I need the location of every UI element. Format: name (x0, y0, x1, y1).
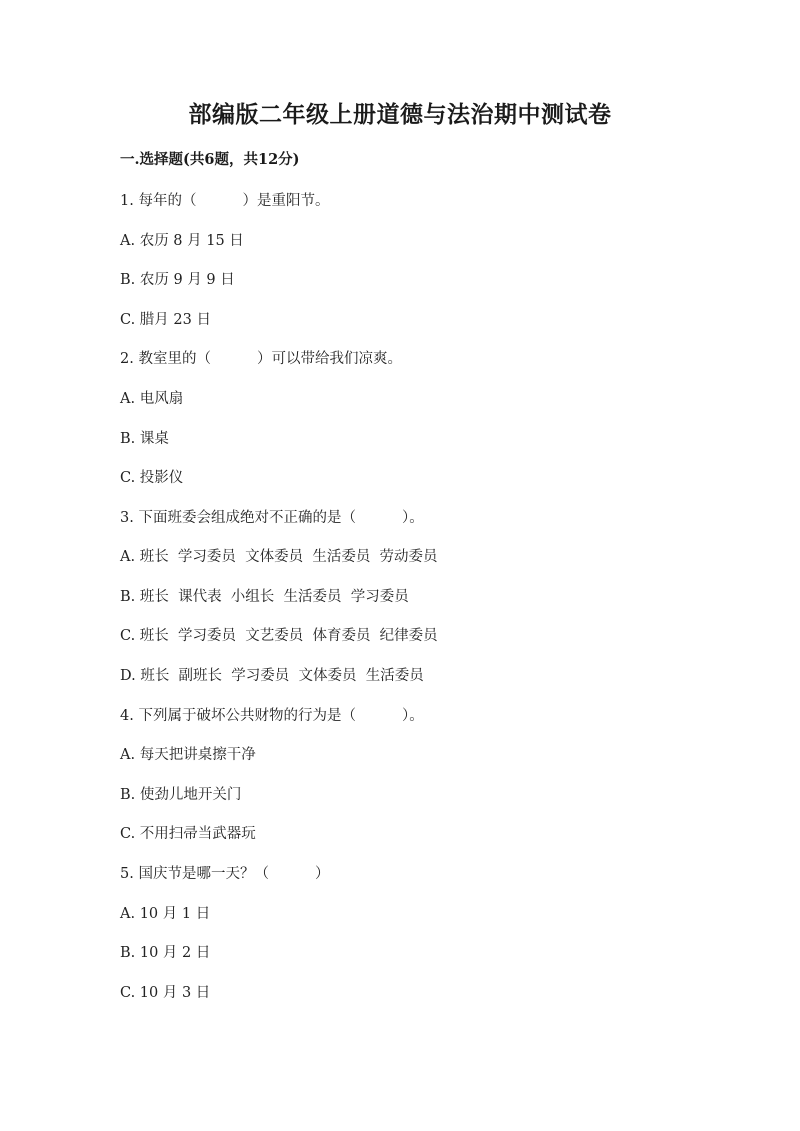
question-1: 1. 每年的（ ）是重阳节。 (120, 193, 330, 209)
question-3-option-d: D. 班长 副班长 学习委员 文体委员 生活委员 (120, 668, 424, 684)
question-3-option-b: B. 班长 课代表 小组长 生活委员 学习委员 (120, 589, 409, 605)
question-2: 2. 教室里的（ ）可以带给我们凉爽。 (120, 351, 403, 367)
question-4-option-a: A. 每天把讲桌擦干净 (120, 747, 256, 763)
question-1-option-a: A. 农历 8 月 15 日 (120, 233, 244, 249)
question-4: 4. 下列属于破坏公共财物的行为是（ ）。 (120, 708, 424, 724)
question-5-option-c: C. 10 月 3 日 (120, 985, 211, 1001)
question-3-option-a: A. 班长 学习委员 文体委员 生活委员 劳动委员 (120, 549, 438, 565)
question-2-option-c: C. 投影仪 (120, 470, 184, 486)
question-3-option-c: C. 班长 学习委员 文艺委员 体育委员 纪律委员 (120, 628, 438, 644)
question-5: 5. 国庆节是哪一天？（ ） (120, 866, 330, 882)
page-title: 部编版二年级上册道德与法治期中测试卷 (188, 101, 612, 128)
question-5-option-b: B. 10 月 2 日 (120, 945, 211, 961)
question-4-option-b: B. 使劲儿地开关门 (120, 787, 242, 803)
question-2-option-a: A. 电风扇 (120, 391, 184, 407)
question-4-option-c: C. 不用扫帚当武器玩 (120, 826, 256, 842)
question-5-option-a: A. 10 月 1 日 (120, 906, 211, 922)
section-heading: 一.选择题(共6题，共12分) (120, 151, 300, 168)
question-1-option-c: C. 腊月 23 日 (120, 312, 211, 328)
question-3: 3. 下面班委会组成绝对不正确的是（ ）。 (120, 510, 424, 526)
question-1-option-b: B. 农历 9 月 9 日 (120, 272, 235, 288)
question-2-option-b: B. 课桌 (120, 431, 169, 447)
